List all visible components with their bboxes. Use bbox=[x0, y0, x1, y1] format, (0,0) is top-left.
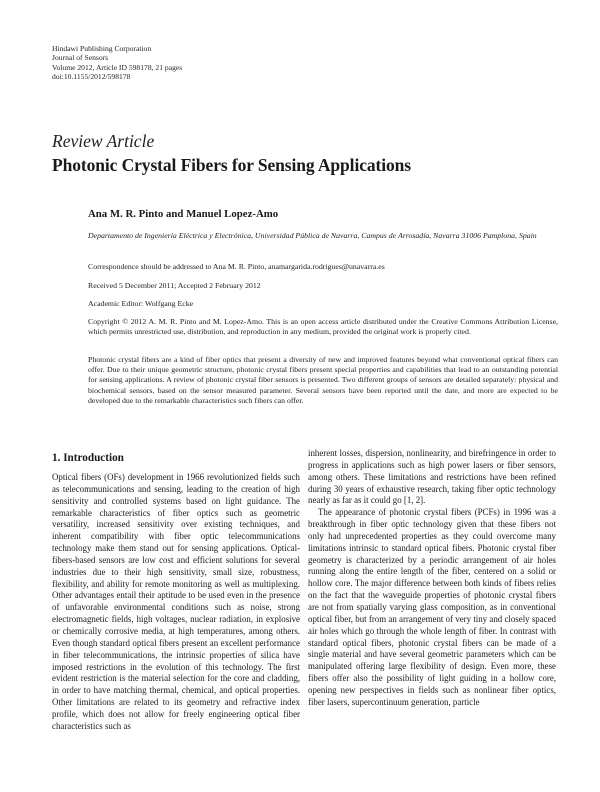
section-heading-introduction: 1. Introduction bbox=[52, 452, 124, 464]
volume-info: Volume 2012, Article ID 598178, 21 pages bbox=[52, 62, 183, 72]
body-paragraph: inherent losses, dispersion, nonlinearity, and birefringence in order to progress in applications such as high power lasers or fiber sensors, among others. These limitations and restrictions have been refined during 30 years of exhaustive research, taking fiber optic technology nearly as far as it could go [1, 2]. bbox=[308, 448, 556, 506]
correspondence-line: Correspondence should be addressed to Ana M. R. Pinto, anamargarida.rodrigues@unavarra.es bbox=[88, 262, 385, 271]
body-paragraph: The appearance of photonic crystal fibers (PCFs) in 1996 was a breakthrough in fiber optic technology given that these fibers not only had unprecedented properties as they could overcome many limitations intrinsic to standard optical fibers. Photonic crystal fiber geometry is characterized by a periodic arrangement of air holes running along the entire length of the fiber, centered on a solid or hollow core. The major difference between both kinds of fibers relies on the fact that the waveguide properties of photonic crystal fibers are not from spatially varying glass composition, as in conventional optical fiber, but from an arrangement of very tiny and closely spaced air holes which go through the whole length of fiber. In contrast with standard optical fibers, photonic crystal fibers can be made of a single material and have several geometric parameters which can be manipulated offering large flexibility of design. Even more, these fibers offer also the possibility of light guiding in a hollow core, opening new perspectives in fields such as nonlinear fiber optics, fiber lasers, supercontinuum generation, particle bbox=[308, 507, 556, 707]
body-paragraph: Optical fibers (OFs) development in 1966 revolutionized fields such as telecommunications and sensing, leading to the creation of high sensitivity and controlled systems based on light guidance. The remarkable characteristics of fiber optics such as geometric versatility, increased sensitivity over existing techniques, and inherent compatibility with fiber optic telecommunications technology make them stand out for sensing applications. Optical-fibers-based sensors are low cost and efficient solutions for several industries due to their high sensitivity, small size, robustness, flexibility, and ability for remote monitoring as well as multiplexing. Other advantages entail their aptitude to be used even in the presence of unfavorable environmental conditions such as noise, strong electromagnetic fields, high voltages, nuclear radiation, in explosive or chemically corrosive media, at high temperatures, among others. Even though standard optical fibers present an excellent performance in fiber telecommunications, the intrinsic properties of silica have imposed restrictions in the evolution of this technology. The first evident restriction is the material selection for the core and cladding, in order to have matching thermal, chemical, and optical properties. Other limitations are related to its geometry and refractive index profile, which does not allow for freely engineering optical fiber characteristics such as bbox=[52, 472, 300, 731]
journal-masthead bbox=[52, 44, 182, 82]
copyright-notice: Copyright © 2012 A. M. R. Pinto and M. Lopez-Amo. This is an open access article distributed under the Creative Commons Attribution License, which permits unrestricted use, distribution, and reproduction in any medium, provided the original work is properly cited. bbox=[88, 317, 558, 337]
journal-name: Journal of Sensors bbox=[52, 53, 109, 63]
academic-editor: Academic Editor: Wolfgang Ecke bbox=[88, 299, 194, 308]
received-dates: Received 5 December 2011; Accepted 2 February 2012 bbox=[88, 281, 261, 290]
doi-link[interactable]: doi:10.1155/2012/598178 bbox=[52, 72, 131, 82]
article-type: Review Article bbox=[52, 131, 155, 151]
abstract: Photonic crystal fibers are a kind of fiber optics that present a diversity of new and improved features beyond what conventional optical fibers can offer. Due to their unique geometric structure, photonic crystal fibers present special properties and capabilities that lead to an outstanding potential for sensing applications. A review of photonic crystal fiber sensors is presented. Two different groups of sensors are detailed separately: physical and biochemical sensors, based on the sensor measured parameter. Several sensors have been reported until the date, and more are expected to be developed due to the remarkable characteristics such fibers can offer. bbox=[88, 355, 558, 405]
body-column-right bbox=[308, 448, 556, 709]
article-title: Photonic Crystal Fibers for Sensing Applications bbox=[52, 155, 412, 175]
publisher-name: Hindawi Publishing Corporation bbox=[52, 44, 152, 53]
author-list: Ana M. R. Pinto and Manuel Lopez-Amo bbox=[88, 208, 279, 220]
body-column-left bbox=[52, 448, 300, 733]
author-affiliation: Departamento de Ingeniería Eléctrica y Electrónica, Universidad Pública de Navarra, Campus de Arrosadía, Navarra 31006 Pamplona, Spain bbox=[88, 231, 537, 240]
